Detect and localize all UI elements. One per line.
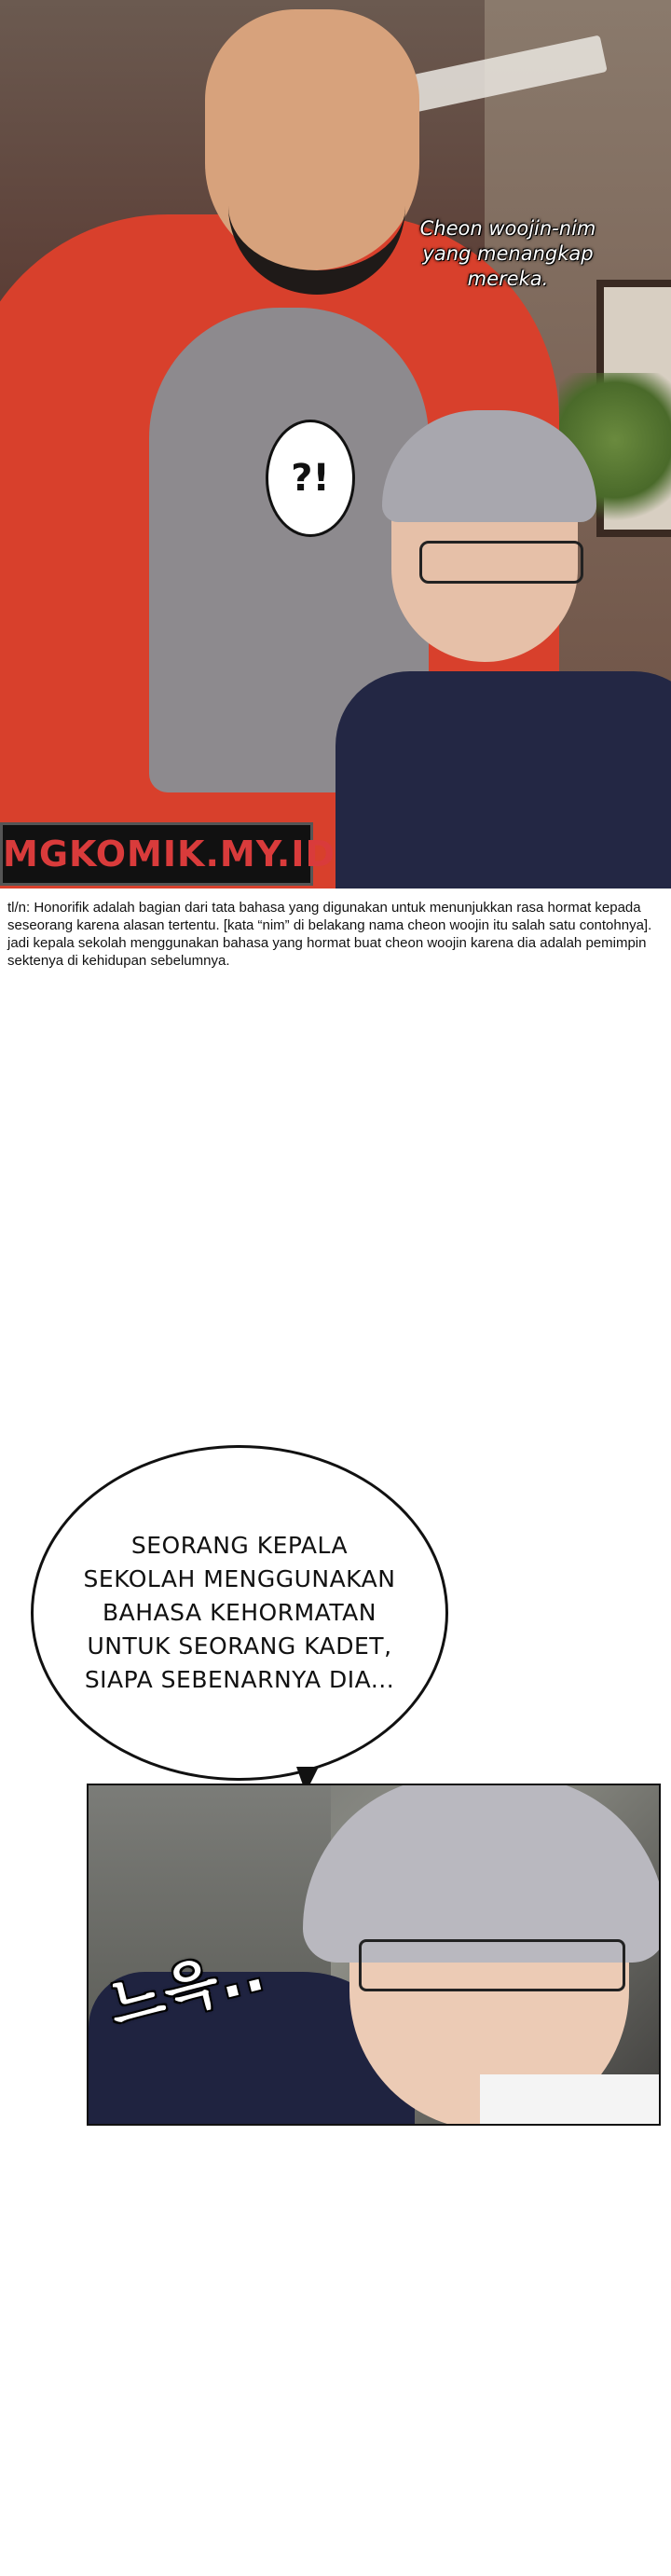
comic-panel-2 <box>87 1784 661 2126</box>
principal-hair <box>303 1784 661 1963</box>
speech-bubble-text: SEORANG KEPALA SEKOLAH MENGGUNAKAN BAHASA KEHORMATAN UNTUK SEORANG KADET, SIAPA SEBENARNYA DIA... <box>83 1532 396 1693</box>
sound-effect: 느윽.. <box>103 1937 272 2040</box>
speech-bubble <box>31 1445 448 1781</box>
watermark: MGKOMIK.MY.ID <box>0 822 313 886</box>
principal-glasses <box>419 541 583 584</box>
shirt-collar <box>480 2074 661 2126</box>
narration-caption: Cheon woojin-nim yang menangkap mereka. <box>419 217 596 290</box>
principal-suit <box>336 671 671 889</box>
principal-glasses <box>359 1939 625 1991</box>
comic-panel-1 <box>0 0 671 889</box>
surprise-bubble: ?! <box>266 420 355 537</box>
translator-note: tl/n: Honorifik adalah bagian dari tata bahasa yang digunakan untuk menunjukkan rasa hormat kepada seseorang karena alasan tertentu. [kata “nim” di belakang nama cheon woojin itu salah satu contohnya]. jadi kepala sekolah menggunakan bahasa yang hormat buat cheon woojin karena dia adalah pemimpin sektenya di kehidupan sebelumnya. <box>7 900 652 969</box>
